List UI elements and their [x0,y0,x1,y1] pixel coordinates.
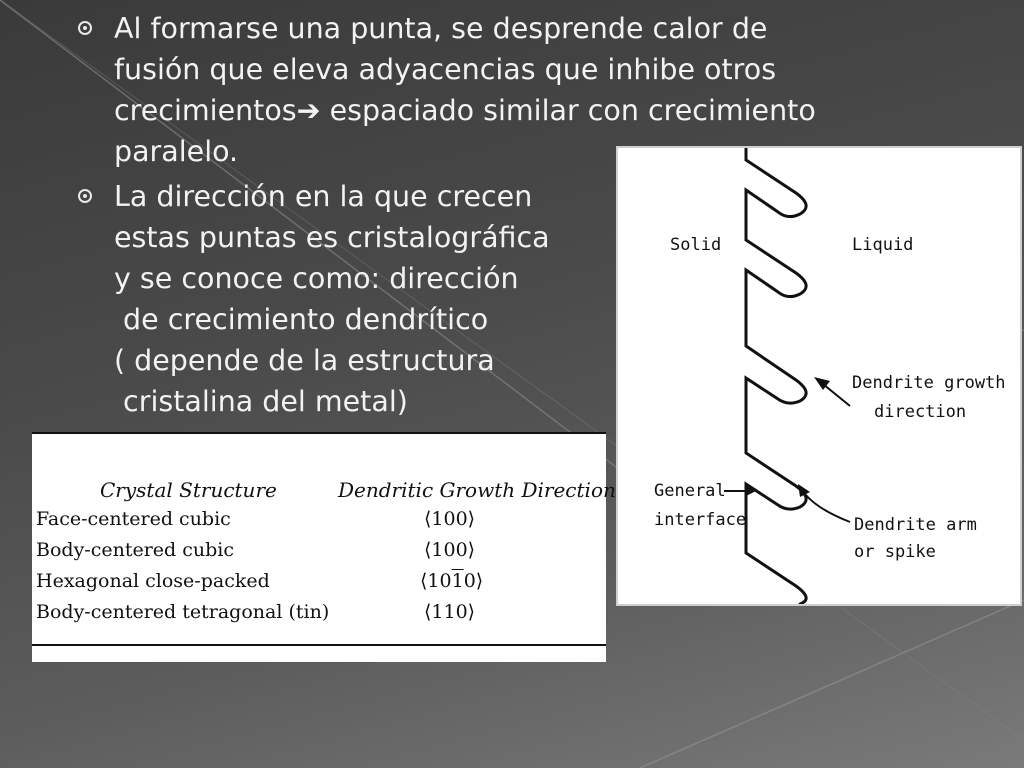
bullet-2-line-4: de crecimiento dendrítico [114,303,489,336]
table-row-4-structure: Body-centered tetragonal (tin) [36,601,330,623]
growth-label-2: direction [874,402,967,422]
bullet-2-line-6: cristalina del metal) [114,385,408,418]
bullet-marker-icon [78,189,92,203]
bullet-2-line-3: y se conoce como: dirección [114,262,519,295]
arm-arrow-line [802,490,850,522]
direction-part-c: 0 [463,570,476,592]
table-bottom-rule [32,644,606,646]
table-row-3-structure: Hexagonal close-packed [36,570,270,592]
table-header-structure: Crystal Structure [100,478,277,502]
dendrite-diagram [616,146,1022,606]
bullet-1-line-4: paralelo. [114,135,239,168]
table-row-1-structure: Face-centered cubic [36,508,231,530]
table-row-2-structure: Body-centered cubic [36,539,235,561]
bullet-1-line-1: Al formarse una punta, se desprende calor de [114,12,768,45]
arm-label-1: Dendrite arm [854,515,977,535]
interface-label-2: interface [654,510,747,530]
interface-label-1: General [654,481,726,501]
direction-part-d: ⟩ [475,570,484,592]
table-row-3-direction [420,570,483,592]
table-header-direction: Dendritic Growth Direction [338,478,616,502]
solid-label: Solid [670,235,722,255]
table-row-1-direction: ⟨100⟩ [424,508,476,530]
bullet-1-line-3 [114,90,972,131]
bullet-2-line-1: La dirección en la que crecen [114,180,533,213]
table-row-2-direction: ⟨100⟩ [424,539,476,561]
bullet-2-line-5: ( depende de la estructura [114,344,495,377]
growth-direction-table [32,432,616,662]
table-top-rule [32,432,606,434]
bullet-2-line-2: estas puntas es cristalográfica [114,221,550,254]
direction-part-a: ⟨10 [420,570,452,592]
bullet-marker-icon [78,21,92,35]
liquid-label: Liquid [852,235,914,255]
direction-bar-digit: 1 [451,570,464,592]
growth-label-1: Dendrite growth [852,373,1006,393]
table-row-4-direction: ⟨110⟩ [424,601,476,623]
interface-outline [746,148,806,604]
bullet-1-line-3a: crecimientos [114,94,297,127]
bullet-1-line-2: fusión que eleva adyacencias que inhibe otros [114,53,777,86]
right-arrow-icon: ➔ [296,94,321,127]
arm-label-2: or spike [854,542,936,562]
bullet-1-line-3b: espaciado similar con crecimiento [329,94,816,127]
